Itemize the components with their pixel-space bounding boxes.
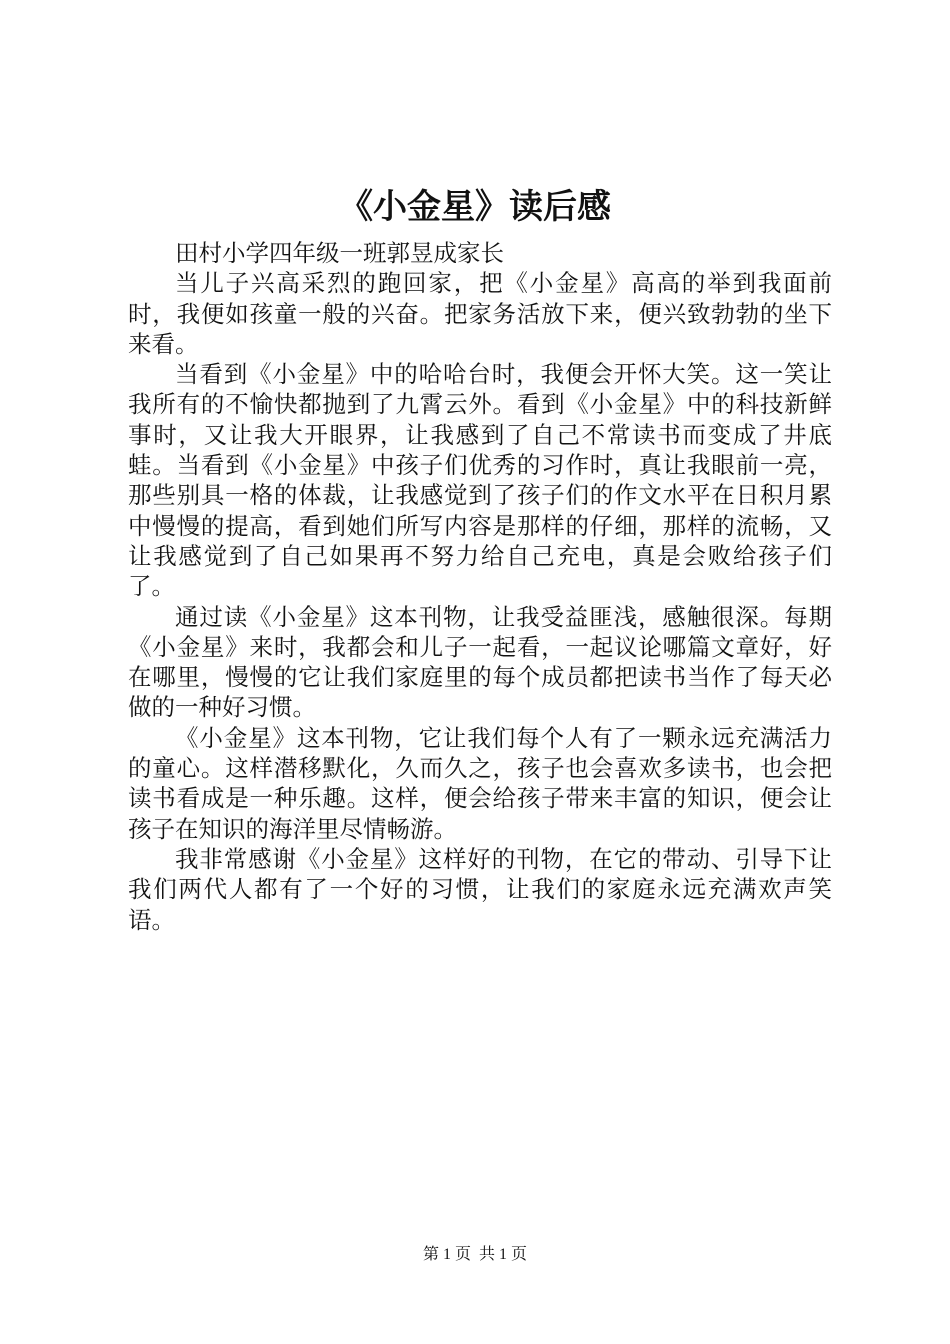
- page-footer: [0, 1244, 950, 1266]
- author-line: 田村小学四年级一班郭昱成家长: [175, 239, 504, 267]
- paragraph-4: 《小金星》这本刊物，它让我们每个人有了一颗永远充满活力的童心。这样潜移默化，久而久之，孩子也会喜欢多读书，也会把读书看成是一种乐趣。这样，便会给孩子带来丰富的知识，便会让孩子在知识的海洋里尽情畅游。: [128, 723, 832, 843]
- page-number: 第 1 页 共 1 页: [422, 1246, 527, 1263]
- paragraph-5: 我非常感谢《小金星》这样好的刊物，在它的带动、引导下让我们两代人都有了一个好的习惯，让我们的家庭永远充满欢声笑语。: [128, 844, 832, 934]
- paragraph-2: 当看到《小金星》中的哈哈台时，我便会开怀大笑。这一笑让我所有的不愉快都抛到了九霄云外。看到《小金星》中的科技新鲜事时，又让我大开眼界，让我感到了自己不常读书而变成了井底蛙。当看到《小金星》中孩子们优秀的习作时，真让我眼前一亮，那些别具一格的体裁，让我感觉到了孩子们的作文水平在日积月累中慢慢的提高，看到她们所写内容是那样的仔细，那样的流畅，又让我感觉到了自己如果再不努力给自己充电，真是会败给孩子们了。: [128, 360, 832, 601]
- paragraph-1: 当儿子兴高采烈的跑回家，把《小金星》高高的举到我面前时，我便如孩童一般的兴奋。把家务活放下来，便兴致勃勃的坐下来看。: [128, 269, 832, 358]
- document-body: [128, 238, 832, 935]
- document-title: 《小金星》读后感: [339, 187, 611, 227]
- paragraph-3: 通过读《小金星》这本刊物，让我受益匪浅，感触很深。每期《小金星》来时，我都会和儿子一起看，一起议论哪篇文章好，好在哪里，慢慢的它让我们家庭里的每个成员都把读书当作了每天必做的一种好习惯。: [128, 602, 832, 722]
